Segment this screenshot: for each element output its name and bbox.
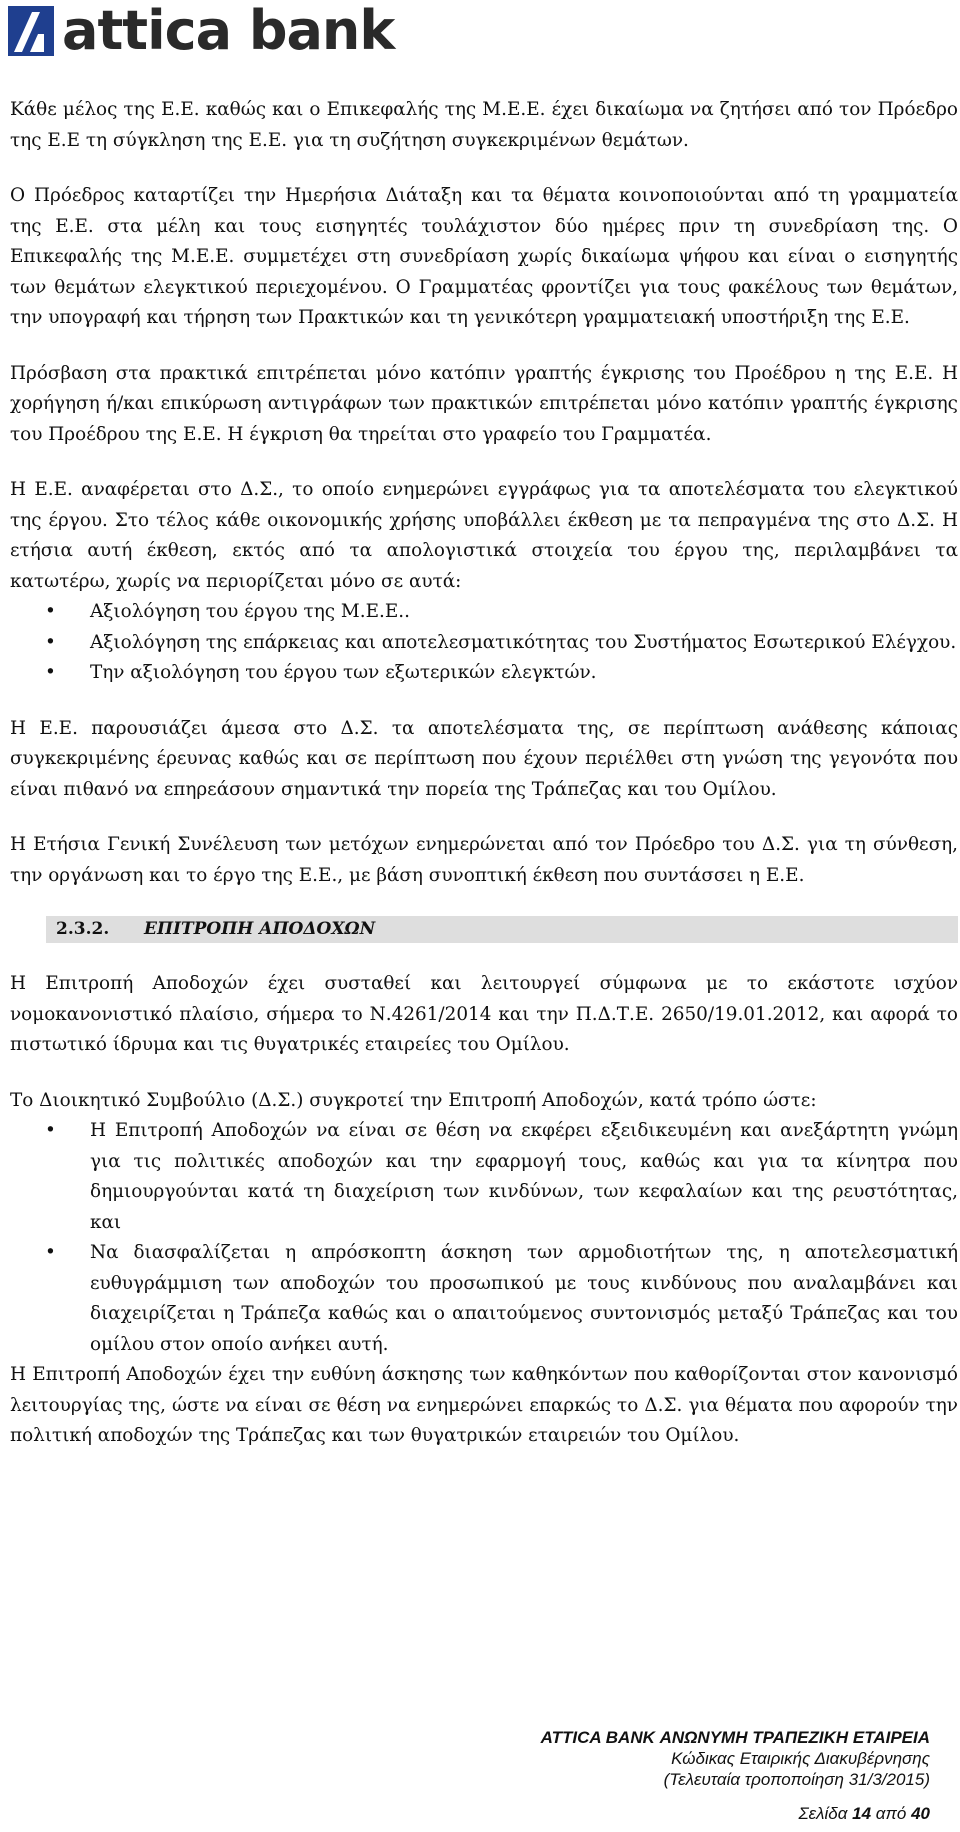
list-item: • Αξιολόγηση του έργου της Μ.Ε.Ε.. — [10, 597, 958, 628]
logo-text: attica bank — [62, 0, 395, 62]
page-total: 40 — [911, 1804, 930, 1823]
footer-doc-title: Κώδικας Εταιρικής Διακυβέρνησης — [671, 1749, 930, 1768]
paragraph-general-meeting: Η Ετήσια Γενική Συνέλευση των μετόχων ενημερώνεται από τον Πρόεδρο του Δ.Σ. για τη σύνθεση, την οργάνωση και το έργο της Ε.Ε., με βάση συνοπτική έκθεση που συντάσσει η Ε.Ε. — [10, 834, 958, 886]
paragraph-minutes-access: Πρόσβαση στα πρακτικά επιτρέπεται μόνο κατόπιν γραπτής έγκρισης του Προέδρου η της Ε.Ε. Η χορήγηση ή/και επικύρωση αντιγράφων των πρακτικών επιτρέπεται μόνο κατόπιν γραπτής έγκρισης του Προέδρου της Ε.Ε. Η έγκριση θα τηρείται στο γραφείο του Γραμματέα. — [10, 362, 958, 445]
footer-company: ATTICA BANK ΑΝΩΝΥΜΗ ΤΡΑΠΕΖΙΚΗ ΕΤΑΙΡΕΙΑ — [540, 1728, 930, 1747]
paragraph-agenda: Ο Πρόεδρος καταρτίζει την Ημερήσια Διάταξη και τα θέματα κοινοποιούνται από τη γραμματεία της Ε.Ε. στα μέλη και τους εισηγητές τουλάχιστον δύο ημέρες πριν τη συνεδρίαση της. Ο Επικεφαλής της Μ.Ε.Ε. συμμετέχει στη συνεδρίαση χωρίς δικαίωμα ψήφου και είναι ο εισηγητής των θεμάτων ελεγκτικού περιεχομένου. Ο Γραμματέας φροντίζει για τους φακέλους των θεμάτων, την υπογραφή και τήρηση των Πρακτικών και τη γενικότερη γραμματειακή υποστήριξη της Ε.Ε. — [10, 185, 958, 328]
logo-mark-icon — [8, 6, 54, 56]
committee-conditions-list — [10, 1116, 958, 1360]
paragraph-immediate-report: Η Ε.Ε. παρουσιάζει άμεσα στο Δ.Σ. τα αποτελέσματα της, σε περίπτωση ανάθεσης κάποιας συγκεκριμένης έρευνας καθώς και σε περίπτωση που έχουν περιέλθει στη γνώση της γεγονότα που είναι πιθανό να επηρεάσουν σημαντικά την πορεία της Τράπεζας και του Ομίλου. — [10, 717, 958, 800]
page-number — [798, 1804, 930, 1824]
list-item: • Την αξιολόγηση του έργου των εξωτερικών ελεγκτών. — [10, 658, 958, 689]
paragraph-board-report: Η Ε.Ε. αναφέρεται στο Δ.Σ., το οποίο ενημερώνει εγγράφως για τα αποτελέσματα του ελεγκτικού της έργου. Στο τέλος κάθε οικονομικής χρήσης υποβάλλει έκθεση με τα πεπραγμένα της στο Δ.Σ. Η ετήσια αυτή έκθεση, εκτός από τα απολογιστικά στοιχεία του έργου της, περιλαμβάνει τα κατωτέρω, χωρίς να περιορίζεται μόνο σε αυτά: — [10, 479, 958, 592]
report-contents-list — [10, 597, 958, 689]
page-sep: από — [875, 1804, 907, 1823]
page-label: Σελίδα — [798, 1804, 848, 1823]
paragraph-member-request: Κάθε μέλος της Ε.Ε. καθώς και ο Επικεφαλής της Μ.Ε.Ε. έχει δικαίωμα να ζητήσει από τον Πρόεδρο της Ε.Ε τη σύγκληση της Ε.Ε. για τη συζήτηση συγκεκριμένων θεμάτων. — [10, 99, 958, 151]
list-item: • Η Επιτροπή Αποδοχών να είναι σε θέση να εκφέρει εξειδικευμένη και ανεξάρτητη γνώμη για τις πολιτικές αποδοχών και την εφαρμογή τους, καθώς και για τα κίνητρα που δημιουργούνται κατά τη διαχείριση των κινδύνων, των κεφαλαίων και της ρευστότητας, και — [10, 1116, 958, 1238]
footer-revision: (Τελευταία τροποποίηση 31/3/2015) — [663, 1770, 930, 1789]
list-item: • Αξιολόγηση της επάρκειας και αποτελεσματικότητας του Συστήματος Εσωτερικού Ελέγχου. — [10, 628, 958, 659]
list-item: • Να διασφαλίζεται η απρόσκοπτη άσκηση των αρμοδιοτήτων της, η αποτελεσματική ευθυγράμμιση των αποδοχών του προσωπικού με τους κινδύνους που αναλαμβάνει και διαχειρίζεται η Τράπεζα καθώς και ο απαιτούμενος συντονισμός μεταξύ Τράπεζας και του ομίλου στον οποίο ανήκει αυτή. — [10, 1238, 958, 1360]
bank-logo — [8, 0, 395, 62]
section-title: ΕΠΙΤΡΟΠΗ ΑΠΟΔΟΧΩΝ — [144, 919, 376, 940]
page-footer — [541, 1727, 930, 1790]
page-current: 14 — [852, 1804, 872, 1823]
paragraph-committee-responsibility: Η Επιτροπή Αποδοχών έχει την ευθύνη άσκησης των καθηκόντων που καθορίζονται στον κανονισμό λειτουργίας της, ώστε να είναι σε θέση να ενημερώνει επαρκώς το Δ.Σ. για θέματα που αφορούν την πολιτική αποδοχών της Τράπεζας και των θυγατρικών εταιρειών του Ομίλου. — [10, 1364, 958, 1446]
paragraph-committee-established: Η Επιτροπή Αποδοχών έχει συσταθεί και λειτουργεί σύμφωνα με το εκάστοτε ισχύον νομοκανονιστικό πλαίσιο, σήμερα το Ν.4261/2014 και την Π.Δ.Τ.Ε. 2650/19.01.2012, και αφορά το πιστωτικό ίδρυμα και τις θυγατρικές εταιρείες του Ομίλου. — [10, 973, 958, 1055]
section-heading — [46, 916, 958, 943]
section-number: 2.3.2. — [56, 919, 110, 940]
paragraph-board-constitutes: Το Διοικητικό Συμβούλιο (Δ.Σ.) συγκροτεί την Επιτροπή Αποδοχών, κατά τρόπο ώστε: — [10, 1089, 817, 1111]
document-body — [10, 95, 958, 1477]
